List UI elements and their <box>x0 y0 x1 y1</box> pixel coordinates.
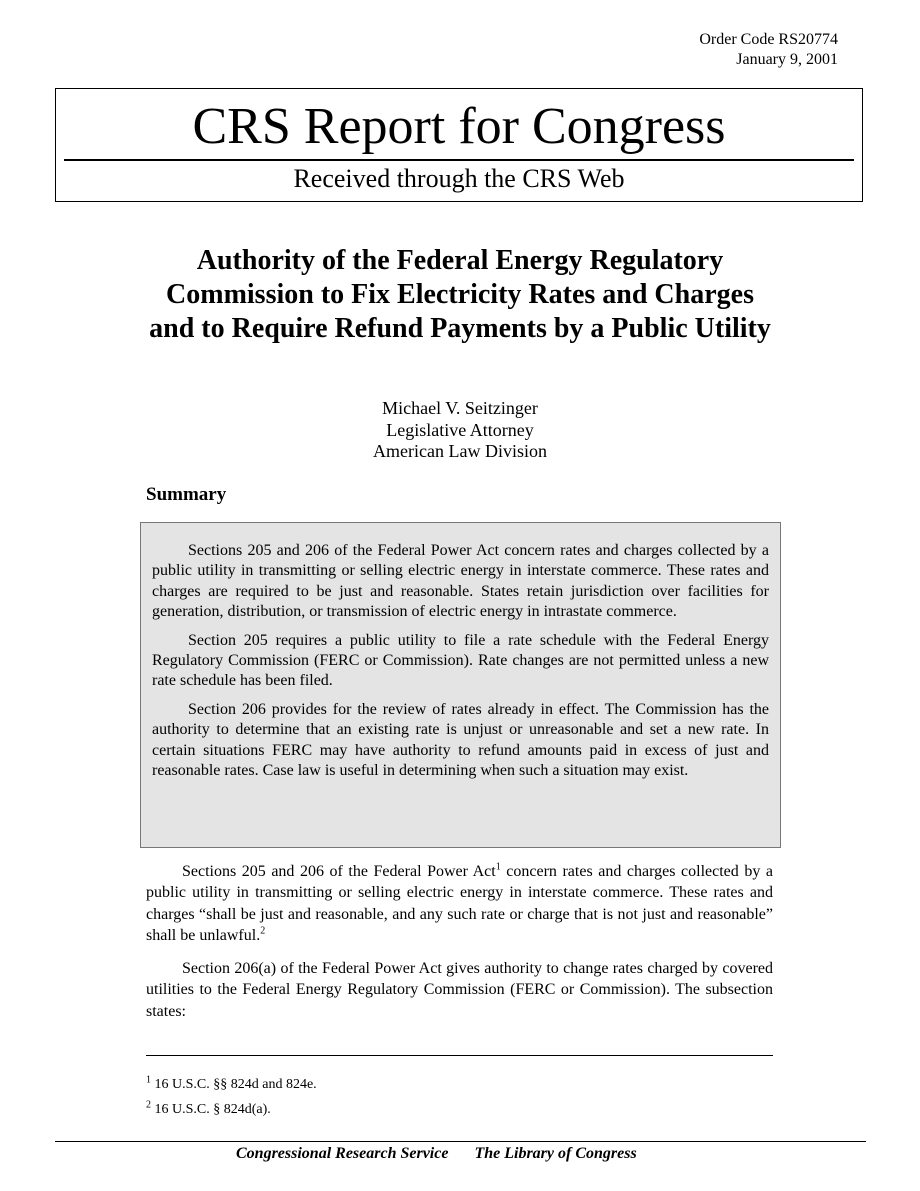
author-division: American Law Division <box>373 441 547 461</box>
banner-subtitle: Received through the CRS Web <box>293 164 625 193</box>
order-info <box>699 30 838 70</box>
summary-paragraph: Sections 205 and 206 of the Federal Power Act concern rates and charges collected by a public utility in transmitting or selling electric energy in interstate commerce. These rates and charges are required to be just and reasonable. States retain jurisdiction over facilities for generation, distribution, or transmission of electric energy in intrastate commerce. <box>152 542 769 620</box>
footer-loc: The Library of Congress <box>474 1145 637 1162</box>
summary-paragraph: Section 206 provides for the review of rates already in effect. The Commission has the authority to determine that an existing rate is unjust or unreasonable and set a new rate. In certain situations FERC may have authority to refund amounts paid in excess of just and reasonable rates. Case law is useful in determining when such a situation may exist. <box>152 701 769 779</box>
footnote-number: 2 <box>146 1099 151 1111</box>
document-title: Authority of the Federal Energy Regulatory Commission to Fix Electricity Rates and Charges and to Require Refund Payments by a Public Utility <box>149 245 771 344</box>
summary-heading: Summary <box>146 484 227 505</box>
report-banner <box>55 88 863 202</box>
footnote-ref[interactable]: 2 <box>260 925 266 937</box>
footnote-divider <box>146 1055 773 1056</box>
body-text <box>146 861 773 1034</box>
body-paragraph: Section 206(a) of the Federal Power Act gives authority to change rates charged by covered utilities to the Federal Energy Regulatory Commission (FERC or Commission). The subsection states: <box>146 960 773 1020</box>
footnote: $^1$ 16 U.S.C. §§ 824d and 824e. <box>146 1074 317 1092</box>
banner-title: CRS Report for Congress <box>192 98 726 155</box>
order-code: Order Code RS20774 <box>699 31 838 48</box>
footer-divider <box>55 1141 866 1142</box>
banner-divider <box>64 159 854 161</box>
page-footer <box>236 1145 637 1163</box>
footnote-ref[interactable]: 1 <box>495 861 501 873</box>
footnotes <box>146 1076 317 1126</box>
author-name: Michael V. Seitzinger <box>382 398 538 418</box>
footnote-number: 1 <box>146 1074 151 1086</box>
footer-crs: Congressional Research Service <box>236 1145 449 1162</box>
footnote: $^2$ 16 U.S.C. § 824d(a). <box>146 1099 271 1117</box>
summary-box <box>140 522 781 848</box>
author-position: Legislative Attorney <box>386 419 534 440</box>
body-paragraph: Sections 205 and 206 of the Federal Power Act$^1$ concern rates and charges collected by a public utility in transmitting or selling electric energy in interstate commerce. These rates and charges “shall be just and reasonable, and any such rate or charge that is not just and reasonable” shall be unlawful.$^2$ <box>146 861 773 944</box>
summary-paragraph: Section 205 requires a public utility to file a rate schedule with the Federal Energy Regulatory Commission (FERC or Commission). Rate changes are not permitted unless a new rate schedule has been filed. <box>152 631 769 690</box>
report-date: January 9, 2001 <box>736 51 838 68</box>
author-block <box>0 398 920 463</box>
